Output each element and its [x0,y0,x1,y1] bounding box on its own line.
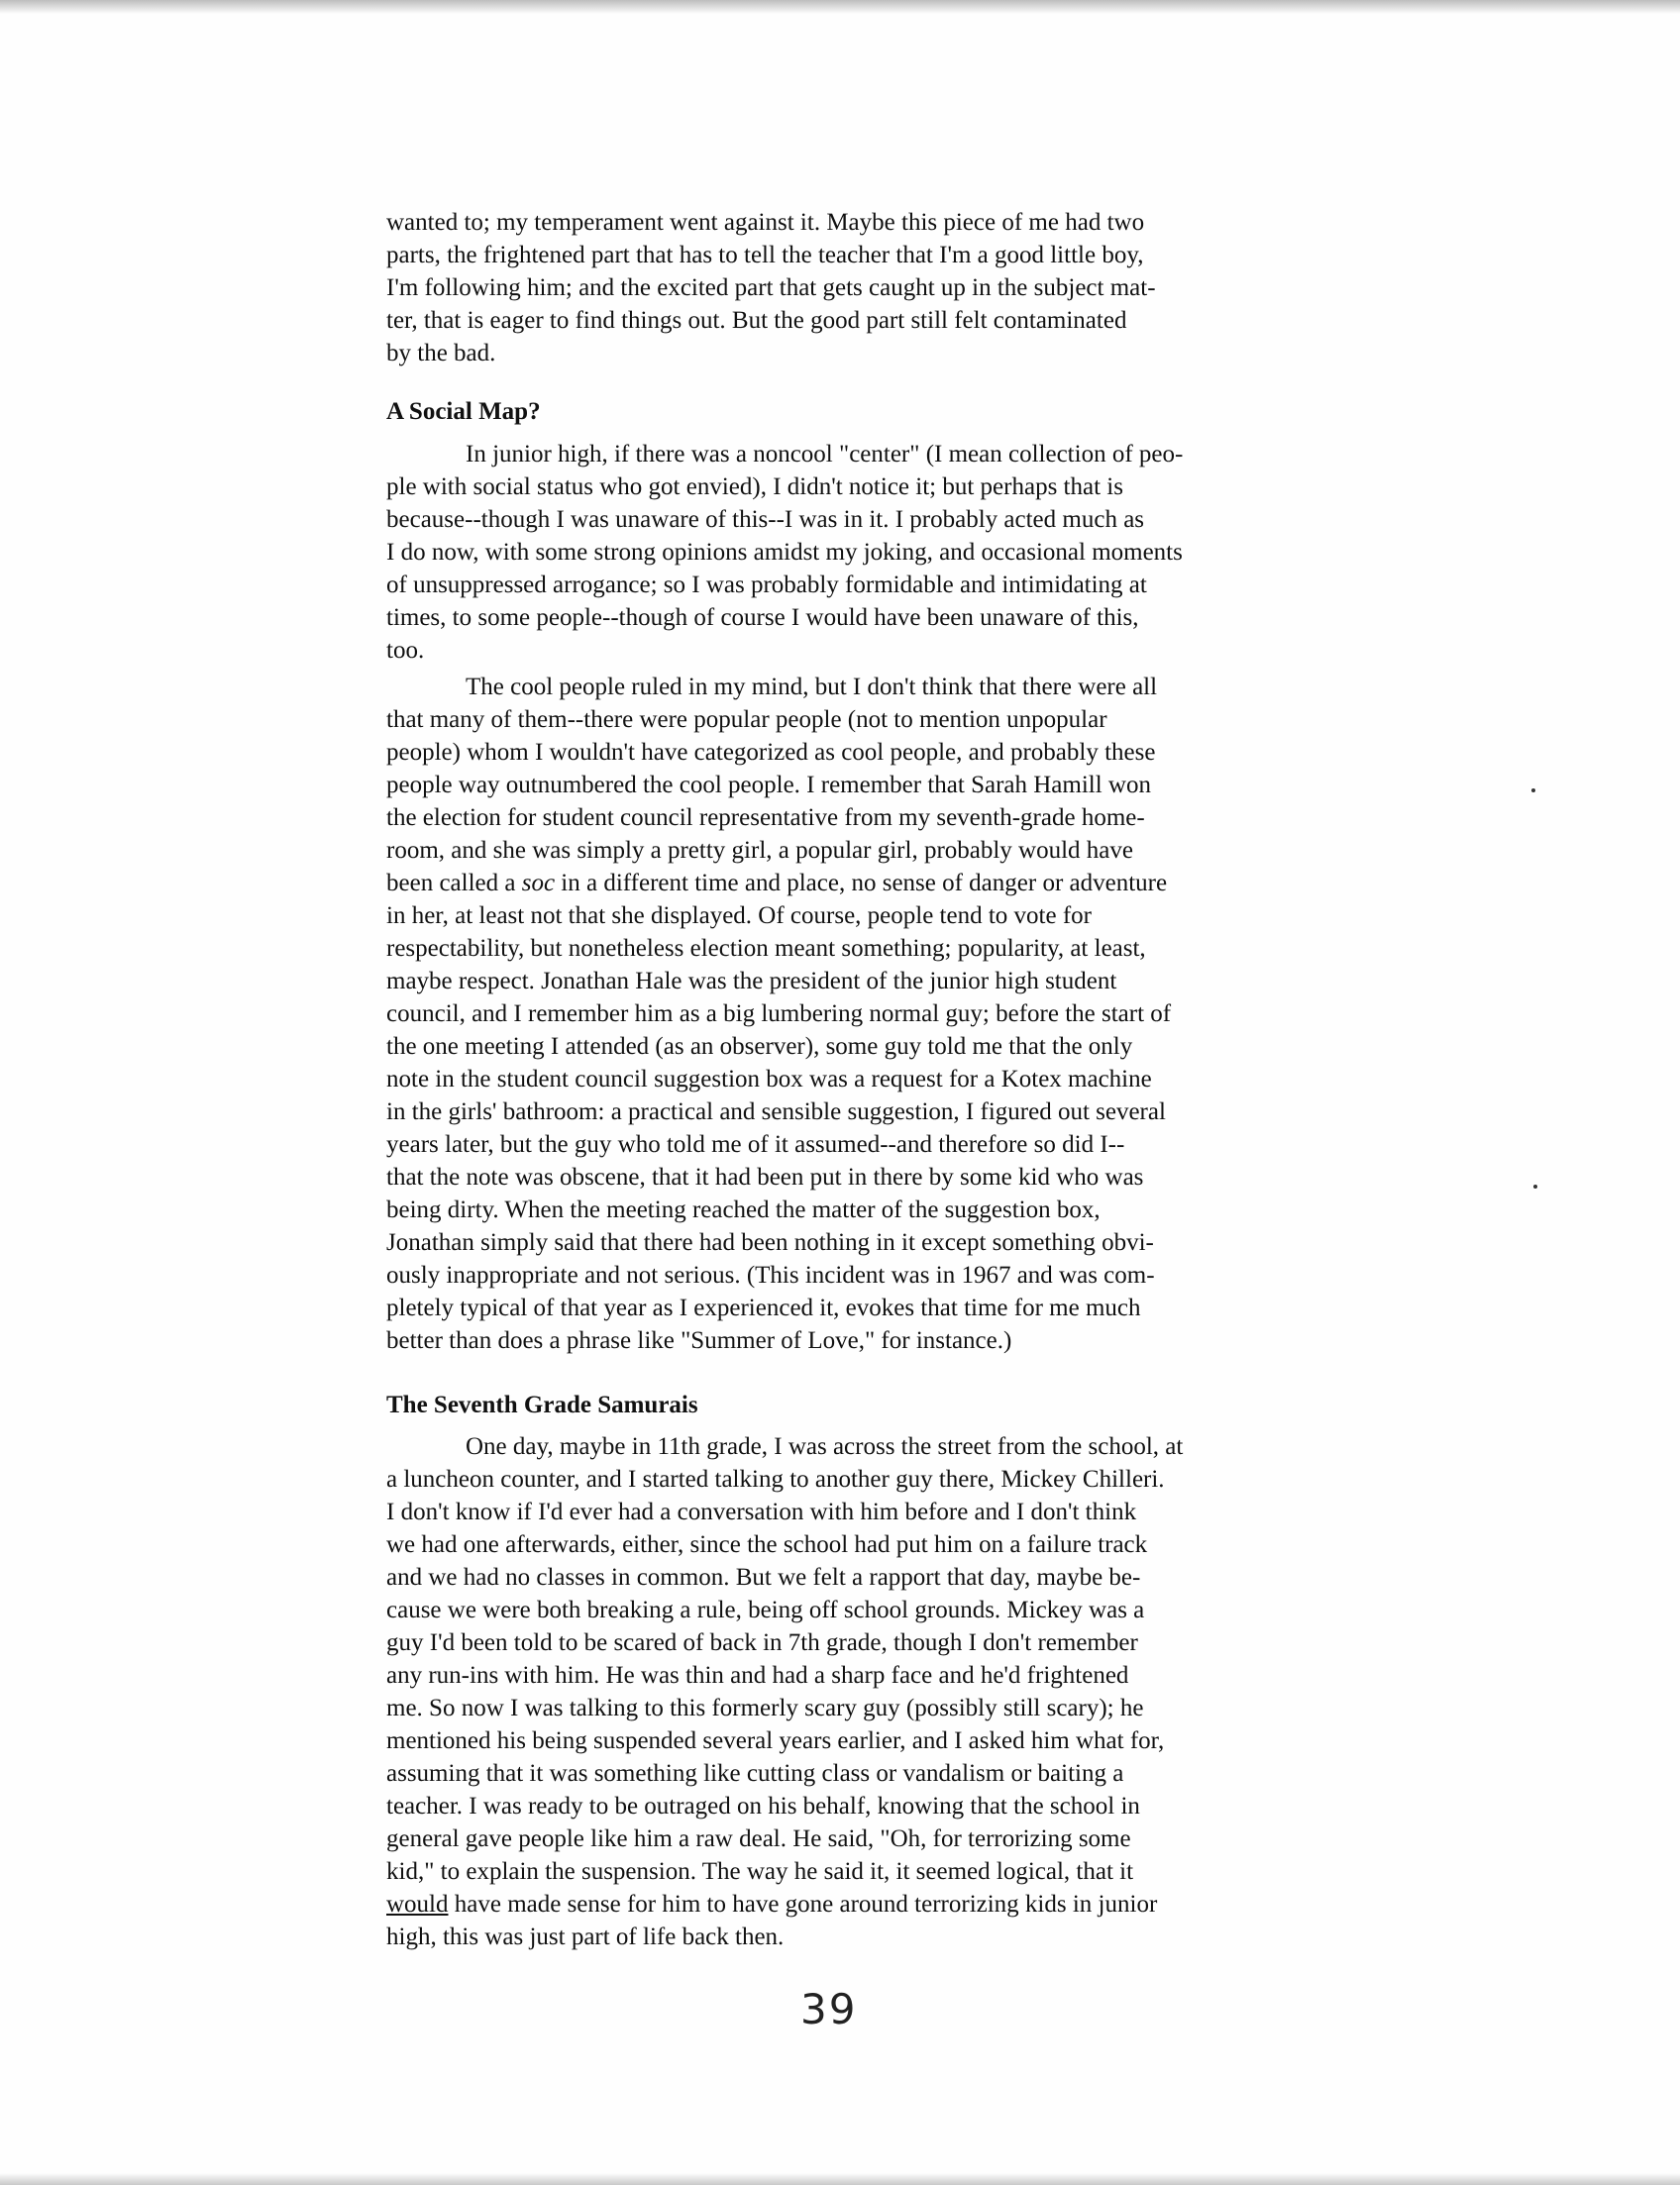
text-line: the election for student council representative from my seventh-grade home- [386,804,1145,831]
text-line: assuming that it was something like cutting class or vandalism or baiting a [386,1760,1124,1787]
page-number: 39 [800,1985,858,2033]
text-line: room, and she was simply a pretty girl, a popular girl, probably would have [386,837,1134,864]
text-line: any run-ins with him. He was thin and had a sharp face and he'd frightened [386,1662,1129,1689]
text-line: wanted to; my temperament went against it. Maybe this piece of me had two [386,209,1145,236]
text-line: council, and I remember him as a big lumbering normal guy; before the start of [386,1000,1172,1027]
text-line: One day, maybe in 11th grade, I was across the street from the school, at [466,1433,1184,1460]
text-line: general gave people like him a raw deal. He said, "Oh, for terrorizing some [386,1825,1131,1852]
text-line: a luncheon counter, and I started talking to another guy there, Mickey Chilleri. [386,1466,1165,1493]
text-line: and we had no classes in common. But we felt a rapport that day, maybe be- [386,1564,1141,1591]
text-line: ter, that is eager to find things out. But the good part still felt contaminated [386,307,1127,334]
italic-word-soc: soc [521,870,556,896]
section2-paragraph1 [386,1430,1456,1953]
text-line: times, to some people--though of course I would have been unaware of this, [386,604,1139,631]
underlined-word-would: would [386,1891,449,1918]
text-line: mentioned his being suspended several years earlier, and I asked him what for, [386,1727,1165,1754]
text-line: Jonathan simply said that there had been nothing in it except something obvi- [386,1229,1154,1256]
text-line: because--though I was unaware of this--I was in it. I probably acted much as [386,506,1145,533]
section1-paragraph2 [386,671,1456,1357]
section1-paragraph1 [386,438,1456,667]
text-line-would [386,1888,1456,1921]
text-line: the one meeting I attended (as an observer), some guy told me that the only [386,1033,1133,1060]
section-heading-social-map: A Social Map? [386,398,541,425]
text-line: In junior high, if there was a noncool "center" (I mean collection of peo- [466,441,1184,468]
text-line: pletely typical of that year as I experienced it, evokes that time for me much [386,1295,1141,1321]
text-line: people way outnumbered the cool people. I remember that Sarah Hamill won [386,772,1151,798]
text-line: in the girls' bathroom: a practical and sensible suggestion, I figured out several [386,1098,1166,1125]
text-line: cause we were both breaking a rule, being off school grounds. Mickey was a [386,1597,1145,1623]
text-line: maybe respect. Jonathan Hale was the president of the junior high student [386,968,1117,994]
scan-speck [1533,1185,1537,1189]
text-line: better than does a phrase like "Summer of Love," for instance.) [386,1327,1012,1354]
text-line: I do now, with some strong opinions amidst my joking, and occasional moments [386,539,1183,566]
text-line: kid," to explain the suspension. The way he said it, it seemed logical, that it [386,1858,1134,1885]
text-segment: in a different time and place, no sense of danger or adventure [555,870,1168,896]
text-line: of unsuppressed arrogance; so I was probably formidable and intimidating at [386,572,1147,598]
text-line: teacher. I was ready to be outraged on his behalf, knowing that the school in [386,1793,1140,1820]
text-line: high, this was just part of life back then. [386,1924,785,1950]
text-segment: been called a [386,870,522,896]
text-line: guy I'd been told to be scared of back in 7th grade, though I don't remember [386,1629,1138,1656]
text-line: The cool people ruled in my mind, but I don't think that there were all [466,674,1158,700]
text-line: by the bad. [386,340,496,366]
text-line: ously inappropriate and not serious. (This incident was in 1967 and was com- [386,1262,1155,1289]
scan-speck [1531,788,1535,792]
text-line: me. So now I was talking to this formerly scary guy (possibly still scary); he [386,1695,1144,1721]
text-segment: have made sense for him to have gone around terrorizing kids in junior [448,1891,1158,1918]
text-line: people) whom I wouldn't have categorized as cool people, and probably these [386,739,1156,766]
section-heading-seventh-grade-samurais: The Seventh Grade Samurais [386,1392,698,1418]
text-line: that many of them--there were popular people (not to mention unpopular [386,706,1107,733]
text-line: respectability, but nonetheless election meant something; popularity, at least, [386,935,1146,962]
text-line: note in the student council suggestion box was a request for a Kotex machine [386,1066,1152,1092]
text-line: in her, at least not that she displayed. Of course, people tend to vote for [386,902,1092,929]
text-line-soc [386,867,1456,899]
text-line: too. [386,637,425,664]
text-line: ple with social status who got envied), I didn't notice it; but perhaps that is [386,473,1123,500]
text-line: that the note was obscene, that it had been put in there by some kid who was [386,1164,1144,1191]
text-line: I don't know if I'd ever had a conversation with him before and I don't think [386,1499,1137,1525]
text-line: we had one afterwards, either, since the school had put him on a failure track [386,1531,1148,1558]
text-line: being dirty. When the meeting reached the matter of the suggestion box, [386,1197,1101,1223]
text-line: years later, but the guy who told me of it assumed--and therefore so did I-- [386,1131,1125,1158]
text-line: I'm following him; and the excited part that gets caught up in the subject mat- [386,274,1156,301]
text-line: parts, the frightened part that has to tell the teacher that I'm a good little boy, [386,242,1144,268]
opening-paragraph [386,206,1456,369]
